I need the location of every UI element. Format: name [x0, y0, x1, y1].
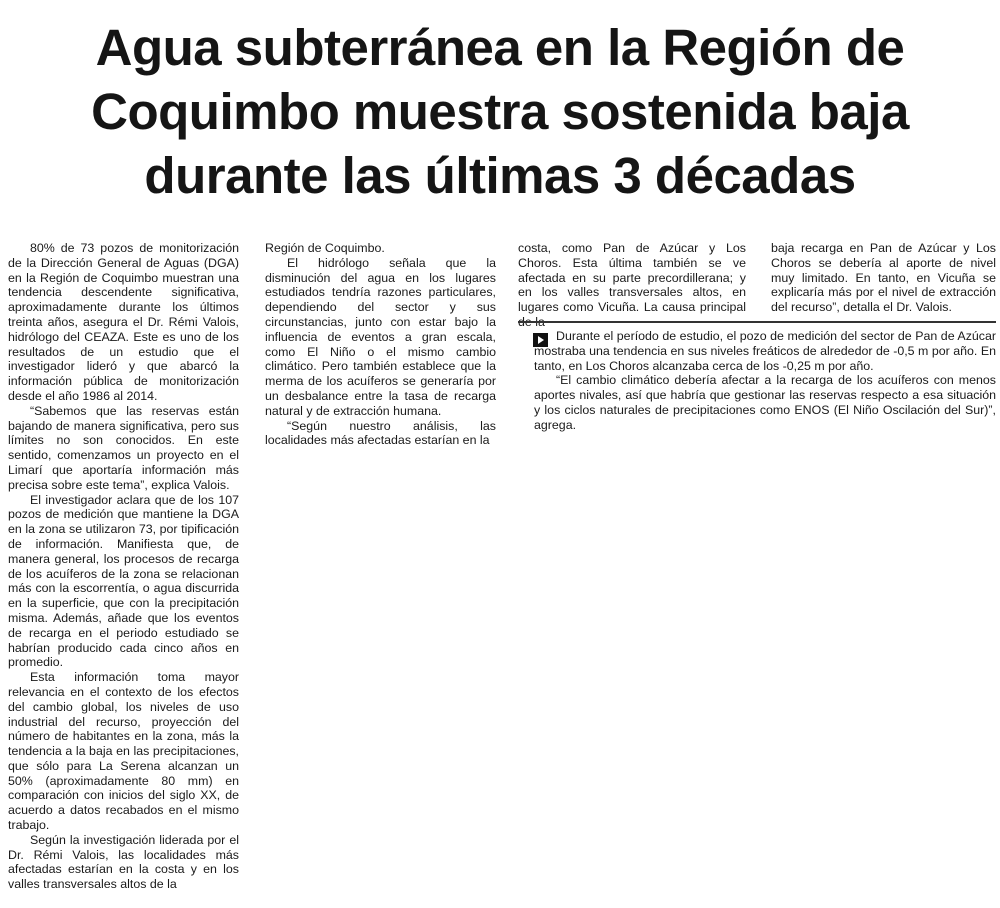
paragraph: costa, como Pan de Azúcar y Los Choros. Esta última también se ve afectada en su parte precordillerana; y en los valles transversales altos, en lugares como Vicuña. La causa principal [518, 241, 746, 315]
headline [40, 16, 960, 208]
article-column-4 [771, 241, 996, 315]
paragraph: Según la investigación liderada por el Dr. Rémi Valois, las localidades más afectadas estarían en la costa y en los valles transversales altos de la [8, 832, 239, 892]
paragraph: “Según nuestro análisis, las localidades más afectadas estarían en la [265, 418, 496, 448]
article-column-2 [265, 241, 496, 448]
paragraph: “El cambio climático debería afectar a la recarga de los acuíferos con menos aportes nivales, así que habría que gestionar las reservas respecto a esa situación y los ciclos naturales de precipitaciones como ENOS (El Niño Oscilación del Sur)”, agrega. [534, 373, 996, 432]
headline-line-2: Coquimbo muestra sostenida baja [91, 83, 909, 140]
article-column-3 [518, 241, 746, 330]
paragraph: baja recarga en Pan de Azúcar y Los Choros se debería al aporte de nivel muy limitado. En tanto, en Vicuña se explicaría más por el nivel de extracción del recurso”, detalla el Dr. Valois. [771, 241, 996, 315]
paragraph: El investigador aclara que de los 107 pozos de medición que mantiene la DGA en la zona se utilizaron 73, por tipificación de información. Manifiesta que, de manera general, los procesos de recarga de los acuíferos de la zona se relacionan más con la escorrentía, o agua discurrida en la superficie, que con la precipitación misma. Además, añade que los eventos de recarga en el periodo estudiado se habrían producido cada cinco años en promedio. [8, 492, 239, 670]
paragraph: Durante el período de estudio, el pozo de medición del sector de Pan de Azúcar mostraba una tendencia en sus niveles freáticos de alrededor de -0,5 m por año. En tanto, en Los Choros alcanzaba cerca de los -0,25 m por año. [534, 329, 996, 373]
paragraph: Región de Coquimbo. [265, 241, 385, 255]
headline-line-3: durante las últimas 3 décadas [144, 147, 856, 204]
highlight-box [534, 329, 996, 433]
section-divider [518, 321, 996, 323]
paragraph: “Sabemos que las reservas están bajando de manera significativa, pero sus límites no son conocidos. En este sentido, comenzamos un proyecto en el Limarí que aportaría información más precisa sobre este tema”, explica Valois. [8, 403, 239, 492]
headline-line-1: Agua subterránea en la Región de [95, 19, 905, 76]
paragraph: Esta información toma mayor relevancia en el contexto de los efectos del cambio global, los niveles de uso industrial del recurso, proyección del número de habitantes en la zona, más la tendencia a la baja en las precipitaciones, que sólo para La Serena alcanzan un 50% (aproximadamente 80 mm) en comparación con inicios del siglo XX, de acuerdo a datos recabados en el mismo trabajo. [8, 670, 239, 833]
article-column-1 [8, 241, 239, 892]
paragraph: 80% de 73 pozos de monitorización de la Dirección General de Aguas (DGA) en la Región de Coquimbo muestran una tendencia descendente significativa, aproximadamente durante los últimos treinta años, asegura el Dr. Rémi Valois, hidrólogo del CEAZA. Este es uno de los resultados de un estudio que el investigador lideró y que abarcó la información pública de monitorización desde el año 1986 al 2014. [8, 241, 239, 403]
paragraph: El hidrólogo señala que la disminución del agua en los lugares estudiados tendría razones particulares, dependiendo del sector y sus circunstancias, junto con estar bajo la influencia de eventos a gran escala, como El Niño o el mismo cambio climático. Pero también establece que la merma de los acuíferos se generaría por un desbalance entre la tasa de recarga natural y de extracción humana. [265, 255, 496, 418]
